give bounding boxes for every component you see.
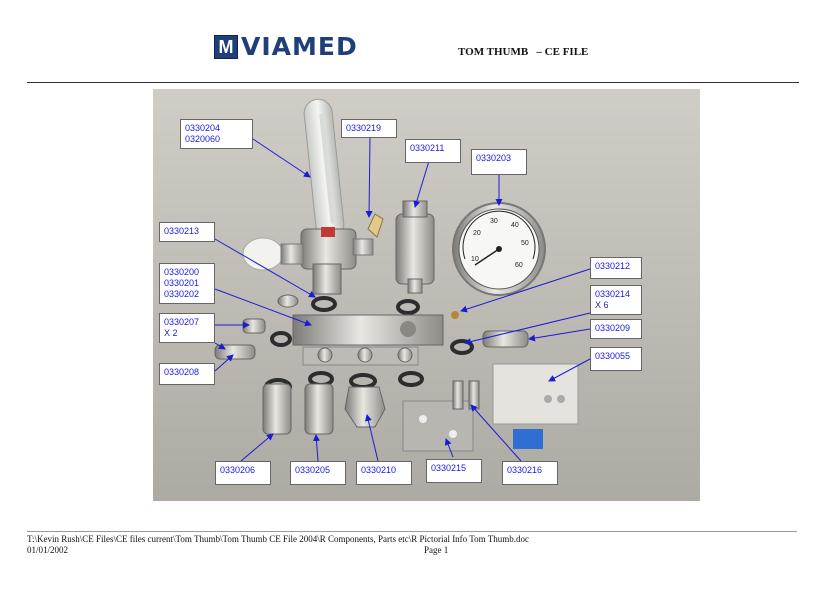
callout-0330211 (405, 139, 461, 163)
callout-line: 0330207 (164, 317, 200, 327)
flowmeter-body (243, 214, 383, 294)
callout-line: 0330201 (164, 278, 200, 288)
callout-0330206 (215, 461, 271, 485)
callout-line: 0320060 (185, 134, 221, 144)
callout-line: 0330200 (164, 267, 200, 277)
callout-0330207 (159, 313, 215, 343)
callout-line: 0330206 (220, 465, 256, 475)
viamed-logo (214, 34, 358, 60)
callout-line: 0330209 (595, 323, 631, 333)
footer-date: 01/01/2002 (27, 545, 69, 555)
callout-0330210 (356, 461, 412, 485)
callout-line: 0330211 (410, 143, 445, 153)
callout-line: 0330208 (164, 367, 200, 377)
callout-line: 0330216 (507, 465, 543, 475)
callout-0330219 (341, 119, 397, 138)
callout-0330200 (159, 263, 215, 304)
valve-body (396, 201, 434, 293)
callout-line: 0330215 (431, 463, 467, 473)
callout-line: 0330204 (185, 123, 221, 133)
callout-line: 0330205 (295, 465, 331, 475)
callout-0330204 (180, 119, 253, 149)
callout-line: X 6 (595, 300, 609, 310)
callout-0330212 (590, 257, 642, 279)
footer-file-path: T:\Kevin Rush\CE Files\CE files current\Tom Thumb\Tom Thumb CE File 2004\R Components, Parts etc\R Pictorial Info Tom Thumb.doc (27, 534, 529, 544)
callout-line: 0330210 (361, 465, 397, 475)
gauge-tick: 20 (473, 230, 481, 237)
callout-0330208 (159, 363, 215, 385)
logo-text: VIAMED (241, 32, 358, 61)
footer-divider (27, 531, 797, 532)
callout-0330055 (590, 347, 642, 371)
gauge-tick: 40 (511, 222, 519, 229)
callout-line: 0330203 (476, 153, 512, 163)
manifold-block (293, 315, 443, 365)
document-title: TOM THUMB – CE FILE (458, 46, 589, 58)
callout-line: 0330055 (595, 351, 631, 361)
callout-0330203 (471, 149, 527, 175)
header-divider (27, 82, 799, 83)
pressure-gauge (453, 203, 545, 295)
components-photo (153, 89, 700, 501)
flowmeter-tube (303, 98, 345, 240)
logo-mark-icon: M (214, 35, 238, 59)
gauge-tick: 60 (515, 262, 523, 269)
footer-page-number: Page 1 (424, 545, 449, 555)
callout-line: 0330219 (346, 123, 382, 133)
callout-line: 0330213 (164, 226, 200, 236)
callout-0330209 (590, 319, 642, 339)
callout-0330216 (502, 461, 558, 485)
callout-0330214 (590, 285, 642, 315)
gauge-tick: 10 (471, 256, 479, 263)
callout-line: 0330214 (595, 289, 631, 299)
callout-line: X 2 (164, 328, 178, 338)
callout-0330205 (290, 461, 346, 485)
callout-0330215 (426, 459, 482, 483)
gauge-tick: 30 (490, 218, 498, 225)
lower-fittings (263, 364, 578, 451)
callout-0330213 (159, 222, 215, 242)
callout-line: 0330212 (595, 261, 631, 271)
gauge-tick: 50 (521, 240, 529, 247)
callout-line: 0330202 (164, 289, 200, 299)
